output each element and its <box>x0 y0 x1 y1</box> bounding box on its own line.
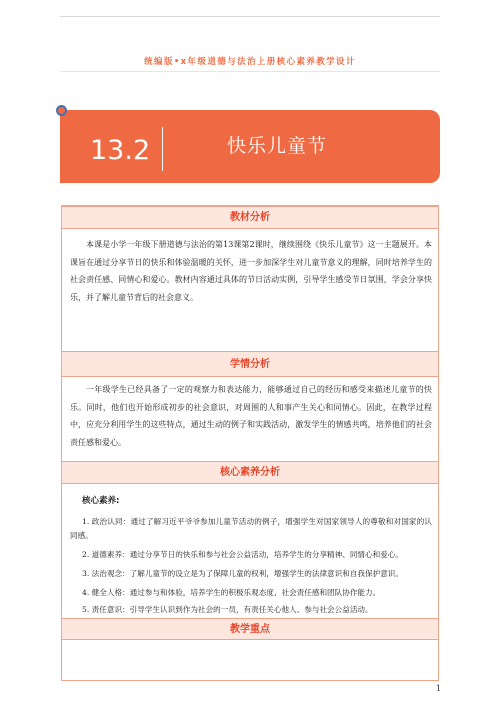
lesson-plan-table <box>61 205 439 681</box>
core-literacy-item: 1. 政治认同：通过了解习近平爷爷参加儿童节活动的例子，增强学生对国家领导人的尊敬和对国家的认同感。 <box>70 517 432 540</box>
section-body-core-literacy <box>70 493 432 617</box>
core-literacy-item: 5. 责任意识：引导学生认识到作为社会的一员，有责任关心他人、参与社会公益活动。 <box>82 605 373 614</box>
core-literacy-item: 3. 法治观念：了解儿童节的设立是为了保障儿童的权利，增强学生的法律意识和自我保护意识。 <box>82 569 403 578</box>
core-literacy-item: 2. 道德素养：通过分享节日的快乐和参与社会公益活动，培养学生的分享精神、同情心和爱心。 <box>82 550 403 559</box>
lesson-number: 13.2 <box>90 135 151 166</box>
section-body-student-analysis <box>70 381 432 451</box>
section-heading-textbook-analysis: 教材分析 <box>62 206 438 229</box>
banner-dot-icon <box>56 105 67 116</box>
lesson-title: 快乐儿童节 <box>227 135 328 157</box>
core-literacy-item: 4. 健全人格：通过参与和体验，培养学生的积极乐观态度、社会责任感和团队协作能力。 <box>82 588 381 597</box>
header-rule <box>60 71 440 72</box>
section-body-textbook-analysis <box>70 236 432 306</box>
core-literacy-subtitle: 核心素养: <box>82 496 120 506</box>
document-header: 统编版•x年级道德与法治上册核心素养教学设计 <box>144 57 356 67</box>
section-heading-core-literacy: 核心素养分析 <box>62 461 438 484</box>
student-analysis-paragraph: 一年级学生已经具备了一定的观察力和表达能力，能够通过自己的经历和感受来描述儿童节的快乐。同时，他们也开始形成初步的社会意识，对周围的人和事产生关心和同情心。因此，在教学过程中，应充分利用学生的这些特点，通过生动的例子和实践活动，激发学生的情感共鸣，培养他们的社会责任感和爱心。 <box>70 385 432 447</box>
page-number: 1 <box>436 684 442 693</box>
top-rule <box>60 16 440 17</box>
textbook-analysis-paragraph: 本课是小学一年级下册道德与法治的第13课第2课时，继续围绕《快乐儿童节》这一主题展开。本课旨在通过分享节日的快乐和体验温暖的关怀，进一步加深学生对儿童节意义的理解，同时培养学生的社会责任感、同情心和爱心。教材内容通过具体的节日活动实例，引导学生感受节日氛围，学会分享快乐，并了解儿童节背后的社会意义。 <box>70 240 432 302</box>
section-heading-student-analysis: 学情分析 <box>62 351 438 377</box>
banner-divider <box>162 127 163 171</box>
section-heading-teaching-focus: 教学重点 <box>62 618 438 640</box>
